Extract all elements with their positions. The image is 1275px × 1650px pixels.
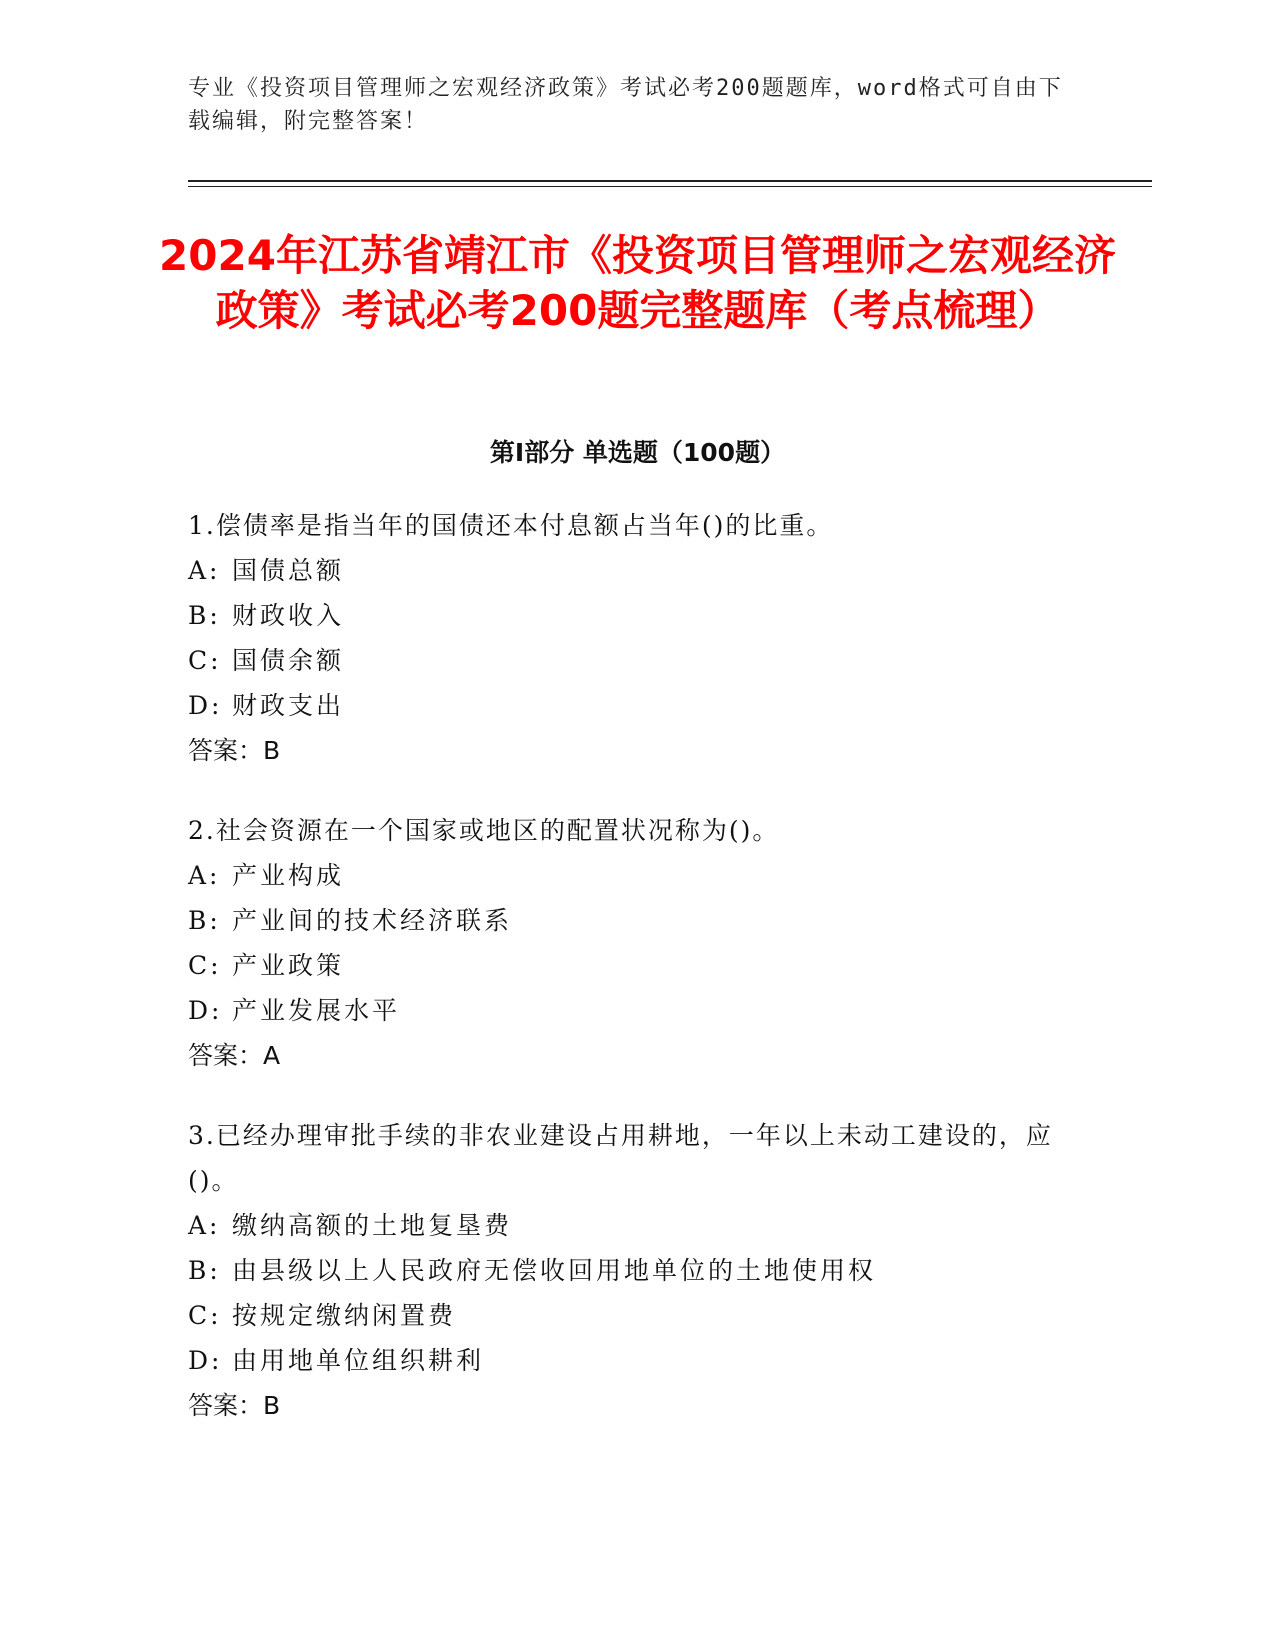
option-text: 国债余额 bbox=[232, 646, 345, 675]
answer: 答案：A bbox=[188, 1041, 281, 1070]
option-d bbox=[188, 683, 1068, 728]
option-key: C: bbox=[188, 951, 222, 980]
header-divider-thick bbox=[188, 180, 1152, 182]
option-text: 产业间的技术经济联系 bbox=[232, 906, 513, 935]
header-divider-thin bbox=[188, 186, 1152, 187]
question-2 bbox=[188, 808, 1068, 1078]
option-c bbox=[188, 943, 1068, 988]
option-a bbox=[188, 1203, 1068, 1248]
option-d bbox=[188, 1338, 1068, 1383]
option-key: C: bbox=[188, 1301, 222, 1330]
option-key: B: bbox=[188, 906, 221, 935]
option-key: B: bbox=[188, 601, 221, 630]
document-title: 2024年江苏省靖江市《投资项目管理师之宏观经济政策》考试必考200题完整题库（考点梳理） bbox=[159, 231, 1116, 335]
option-key: D: bbox=[188, 1346, 223, 1375]
section-title: 第I部分 单选题（100题） bbox=[489, 438, 786, 467]
header-note: 专业《投资项目管理师之宏观经济政策》考试必考200题题库，word格式可自由下载编辑，附完整答案！ bbox=[188, 76, 1063, 134]
question-stem: 3.已经办理审批手续的非农业建设占用耕地，一年以上未动工建设的，应()。 bbox=[188, 1121, 1053, 1195]
option-key: D: bbox=[188, 996, 223, 1025]
option-a bbox=[188, 853, 1068, 898]
option-text: 缴纳高额的土地复垦费 bbox=[232, 1211, 513, 1240]
question-3 bbox=[188, 1113, 1068, 1428]
option-key: A: bbox=[188, 1211, 221, 1240]
option-key: D: bbox=[188, 691, 223, 720]
option-d bbox=[188, 988, 1068, 1033]
option-b bbox=[188, 1248, 1068, 1293]
option-c bbox=[188, 638, 1068, 683]
answer: 答案：B bbox=[188, 1391, 281, 1420]
option-text: 财政收入 bbox=[232, 601, 345, 630]
answer: 答案：B bbox=[188, 736, 281, 765]
question-stem: 1.偿债率是指当年的国债还本付息额占当年()的比重。 bbox=[188, 511, 834, 540]
option-key: A: bbox=[188, 556, 221, 585]
option-text: 产业构成 bbox=[232, 861, 345, 890]
option-b bbox=[188, 898, 1068, 943]
option-text: 财政支出 bbox=[232, 691, 345, 720]
option-text: 按规定缴纳闲置费 bbox=[232, 1301, 457, 1330]
option-text: 由县级以上人民政府无偿收回用地单位的土地使用权 bbox=[232, 1256, 877, 1285]
option-key: A: bbox=[188, 861, 221, 890]
option-c bbox=[188, 1293, 1068, 1338]
option-key: B: bbox=[188, 1256, 221, 1285]
option-text: 国债总额 bbox=[232, 556, 345, 585]
option-text: 产业政策 bbox=[232, 951, 345, 980]
option-b bbox=[188, 593, 1068, 638]
option-key: C: bbox=[188, 646, 222, 675]
question-stem: 2.社会资源在一个国家或地区的配置状况称为()。 bbox=[188, 816, 780, 845]
option-text: 由用地单位组织耕利 bbox=[232, 1346, 485, 1375]
question-1 bbox=[188, 503, 1068, 773]
option-a bbox=[188, 548, 1068, 593]
option-text: 产业发展水平 bbox=[232, 996, 401, 1025]
